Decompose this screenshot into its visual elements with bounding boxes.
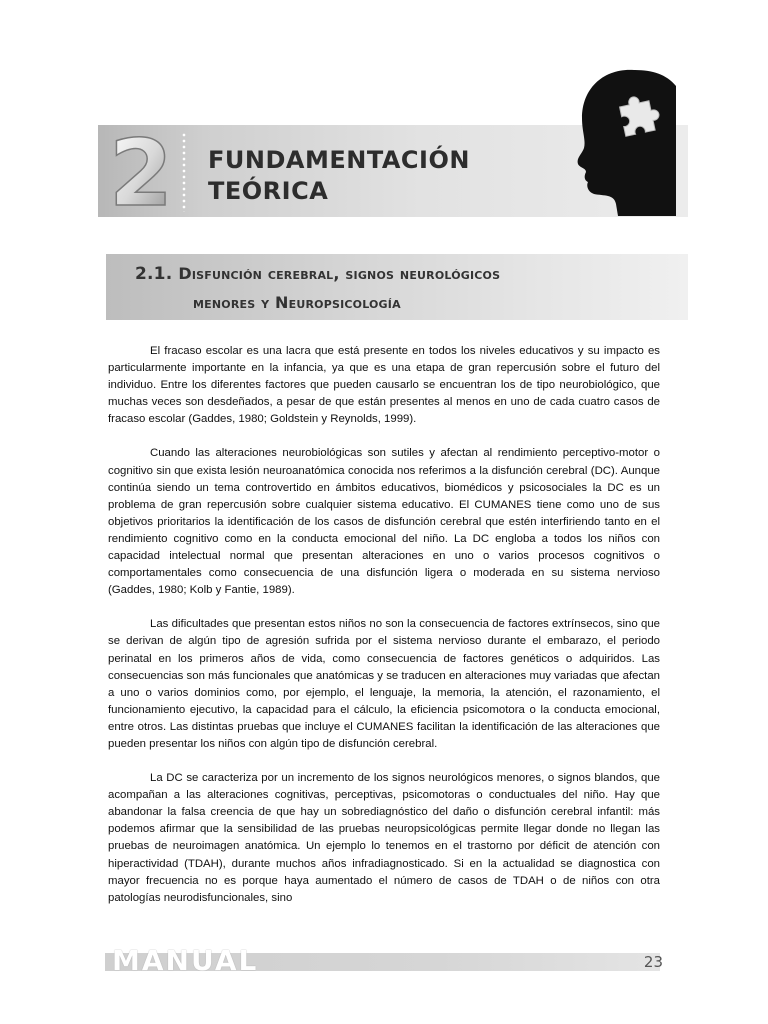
- chapter-dot-divider: [181, 132, 187, 212]
- chapter-title-line1: FUNDAMENTACIÓN: [208, 146, 470, 174]
- section-number: 2.1.: [135, 264, 173, 284]
- child-head-puzzle-icon: [574, 66, 678, 218]
- section-title-line1: Disfunción cerebral, signos neurológicos: [178, 264, 501, 283]
- chapter-number-graphic: [100, 127, 182, 215]
- paragraph: El fracaso escolar es una lacra que está presente en todos los niveles educativos y su impacto es particularmente importante en la infancia, ya que es una etapa de gran repercusión sobre el futuro del individuo. Entre los diferentes factores que pueden causarlo se encuentran los de tipo neurobiológico, que muchas veces son desdeñados, a pesar de que están presentes al menos en uno de cada cuatro casos de fracaso escolar (Gaddes, 1980; Goldstein y Reynolds, 1999).: [108, 345, 660, 426]
- body-text: [108, 343, 660, 924]
- chapter-title-line2: TEÓRICA: [208, 177, 329, 205]
- section-title-line2: menores y Neuropsicología: [193, 293, 401, 312]
- footer-manual-label: MANUAL: [112, 944, 259, 974]
- paragraph: Cuando las alteraciones neurobiológicas son sutiles y afectan al rendimiento perceptivo-motor o cognitivo sin que exista lesión neuroanatómica conocida nos referimos a la disfunción cerebral (DC). Aunque continúa siendo un tema controvertido en ámbitos educativos, biomédicos y psicosociales la DC es un problema de gran repercusión sobre cualquier sistema educativo. El CUMANES tiene como uno de sus objetivos prioritarios la identificación de los casos de disfunción cerebral que estén interfiriendo tanto en el rendimiento cognitivo como en la conducta emocional del niño. La DC engloba a todos los niños con capacidad intelectual normal que presentan alteraciones en uno o varios procesos cognitivos o comportamentales como consecuencia de una disfunción ligera o moderada en su sistema nervioso (Gaddes, 1980; Kolb y Fantie, 1989).: [108, 447, 660, 597]
- paragraph: La DC se caracteriza por un incremento de los signos neurológicos menores, o signos blandos, que acompañan a las alteraciones cognitivas, perceptivas, psicomotoras o conductuales del niño. Hay que abandonar la falsa creencia de que hay un sobrediagnóstico del daño o disfunción cerebral infantil: más podemos afirmar que la sensibilidad de las pruebas neuropsicológicas permite llegar donde no llegan las pruebas de neuroimagen anatómica. Un ejemplo lo tenemos en el trastorno por déficit de atención con hiperactividad (TDAH), durante muchos años infradiagnosticado. Si en la actualidad se diagnostica con mayor frecuencia no es porque haya aumentado el número de casos de TDAH o de niños con otra patologías neurodisfuncionales, sino: [108, 772, 660, 904]
- svg-text:2: 2: [108, 127, 174, 215]
- chapter-title: [208, 145, 508, 207]
- paragraph: Las dificultades que presentan estos niños no son la consecuencia de factores extrínsecos, sino que se derivan de algún tipo de agresión sufrida por el sistema nervioso durante el embarazo, el periodo perinatal en los primeros años de vida, como consecuencia de factores genéticos o adquiridos. Las consecuencias son más funcionales que anatómicas y se traducen en alteraciones muy variadas que afectan a uno o varios dominios como, por ejemplo, el lenguaje, la memoria, la atención, el razonamiento, el funcionamiento ejecutivo, la capacidad para el cálculo, la eficiencia psicomotora o la conducta emocional, entre otros. Las distintas pruebas que incluye el CUMANES facilitan la identificación de las alteraciones que pueden presentar los niños con algún tipo de disfunción cerebral.: [108, 618, 660, 750]
- page-number: 23: [643, 953, 663, 971]
- section-heading: [135, 260, 675, 317]
